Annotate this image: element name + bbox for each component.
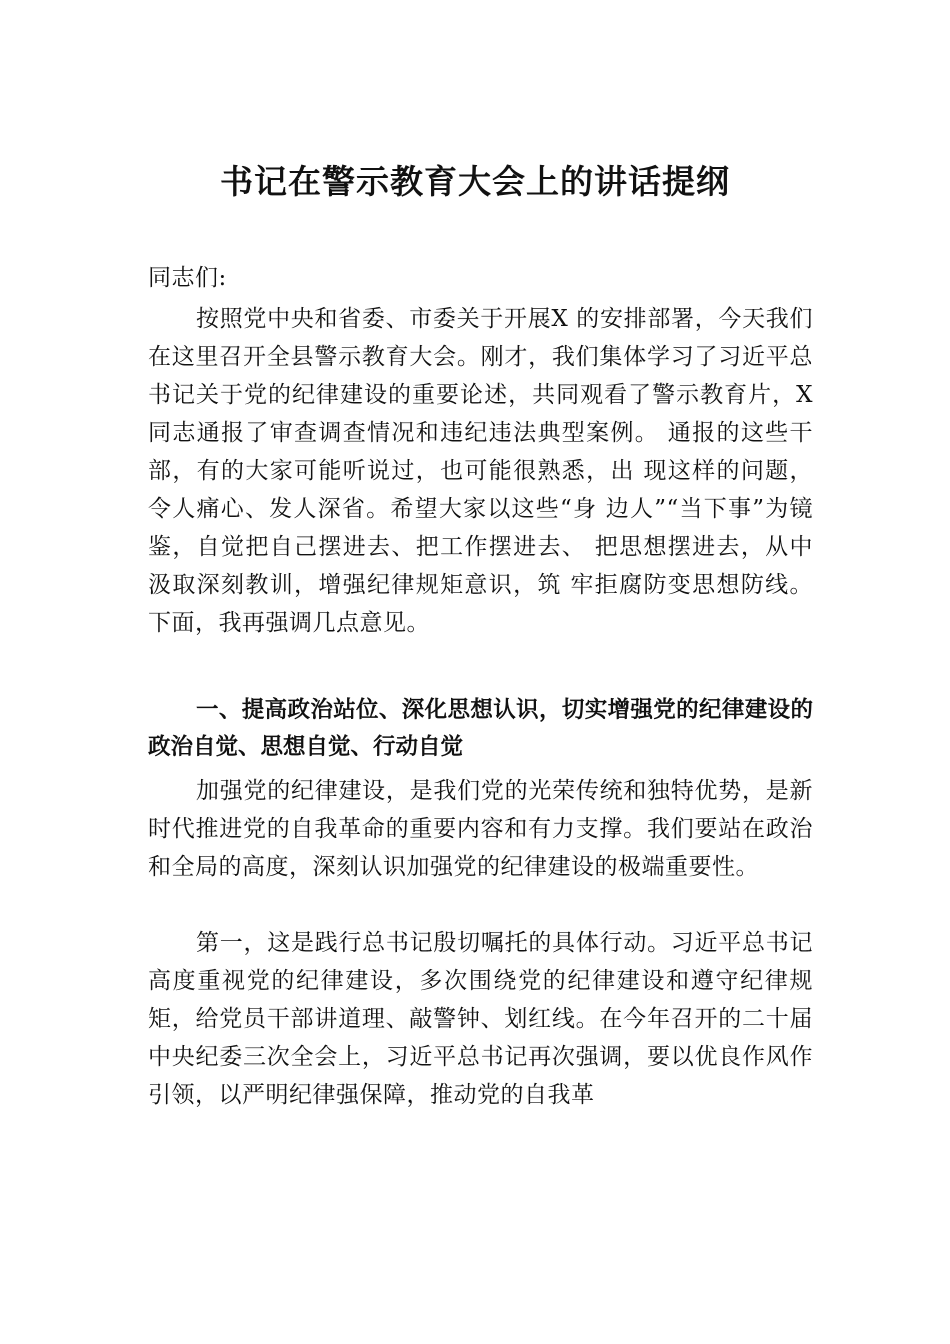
salutation: 同志们: <box>148 265 227 291</box>
point-1-paragraph: 第一，这是践行总书记殷切嘱托的具体行动。习近平总书记高度重视党的纪律建设，多次围绕党的纪律建设和遵守纪律规矩，给党员干部讲道理、敲警钟、划红线。在今年召开的二十届中央纪委三次全会上，习近平总书记再次强调，要以优良作风作引领，以严明纪律强保障，推动党的自我革 <box>148 930 813 1108</box>
intro-paragraph: 按照党中央和省委、市委关于开展X 的安排部署，今天我们在这里召开全县警示教育大会。刚才，我们集体学习了习近平总书记关于党的纪律建设的重要论述，共同观看了警示教育片，X 同志通报了审查调查情况和违纪违法典型案例。 通报的这些干部，有的大家可能听说过，也可能很熟悉，出 现这样的问题，令人痛心、发人深省。希望大家以这些“身 边人”“当下事”为镜鉴，自觉把自己摆进去、把工作摆进去、 把思想摆进去，从中汲取深刻教训，增强纪律规矩意识，筑 牢拒腐防变思想防线。下面，我再强调几点意见。 <box>148 306 813 636</box>
document-title: 书记在警示教育大会上的讲话提纲 <box>220 162 730 201</box>
section-1-paragraph: 加强党的纪律建设，是我们党的光荣传统和独特优势，是新时代推进党的自我革命的重要内容和有力支撑。我们要站在政治和全局的高度，深刻认识加强党的纪律建设的极端重要性。 <box>148 778 813 880</box>
section-heading-1: 一、提高政治站位、深化思想认识，切实增强党的纪律建设的政治自觉、思想自觉、行动自觉 <box>148 697 813 760</box>
